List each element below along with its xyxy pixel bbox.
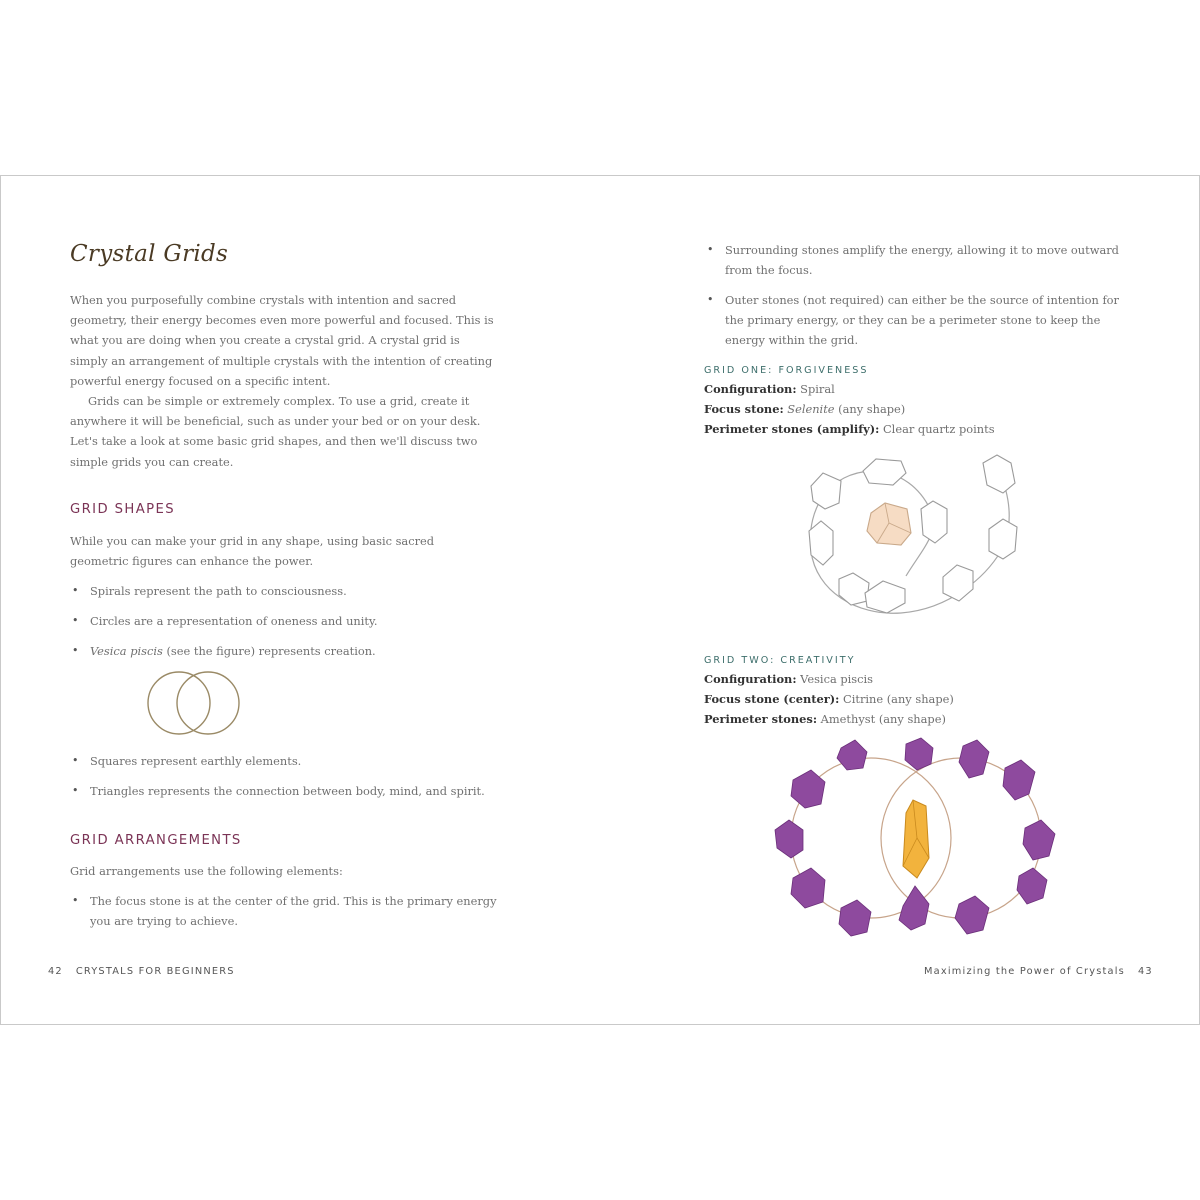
spiral-grid-diagram — [801, 451, 1031, 633]
bullet-dot: • — [72, 784, 79, 797]
grid-arrangements-intro: Grid arrangements use the following elements: — [70, 864, 343, 878]
grid-one-configuration: Configuration: Spiral — [704, 382, 835, 396]
amethyst-stone — [791, 868, 825, 908]
intro-paragraph — [70, 290, 498, 472]
amethyst-stone — [1017, 868, 1047, 904]
grid-shapes-intro: While you can make your grid in any shape, using basic sacred geometric figures can enhance the power. — [70, 534, 435, 569]
bullet-spirals: • Spirals represent the path to consciousness. — [90, 581, 490, 601]
amethyst-stone — [899, 886, 929, 930]
page-number-left: 42 — [48, 966, 63, 977]
bullet-dot: • — [72, 584, 79, 597]
quartz-stone — [983, 455, 1015, 493]
left-page — [1, 176, 601, 1024]
grid-one-perimeter-stones: Perimeter stones (amplify): Clear quartz points — [704, 422, 995, 436]
amethyst-stone — [837, 740, 867, 770]
quartz-stone — [811, 473, 841, 509]
grid-shapes-heading: GRID SHAPES — [70, 502, 175, 517]
left-footer — [48, 966, 235, 977]
quartz-stone — [943, 565, 973, 601]
bullet-circles: • Circles are a representation of oneness and unity. — [90, 611, 490, 631]
citrine-focus-stone — [903, 800, 929, 878]
bullet-dot: • — [72, 754, 79, 767]
bullet-triangles: • Triangles represents the connection between body, mind, and spirit. — [90, 781, 510, 801]
amethyst-stone — [955, 896, 989, 934]
bullet-surrounding-stones: • Surrounding stones amplify the energy, allowing it to move outward from the focus. — [725, 240, 1135, 280]
grid-arrangements-heading: GRID ARRANGEMENTS — [70, 833, 242, 848]
quartz-stone — [921, 501, 947, 543]
quartz-stone — [863, 459, 906, 485]
bullet-dot: • — [707, 243, 714, 256]
amethyst-stone — [1023, 820, 1055, 860]
bullet-squares: • Squares represent earthly elements. — [90, 751, 490, 771]
amethyst-stone — [775, 820, 803, 858]
book-title: CRYSTALS FOR BEGINNERS — [75, 966, 235, 977]
amethyst-stone — [1003, 760, 1035, 800]
vesica-grid-diagram — [771, 738, 1061, 944]
chapter-title: Maximizing the Power of Crystals — [924, 966, 1125, 977]
grid-two-label: GRID TWO: CREATIVITY — [704, 655, 856, 666]
bullet-dot: • — [72, 614, 79, 627]
bullet-outer-stones: • Outer stones (not required) can either be the source of intention for the primary energy, or they can be a perimeter stone to keep the energy within the grid. — [725, 290, 1135, 351]
amethyst-stone — [905, 738, 933, 770]
amethyst-stone — [959, 740, 989, 778]
bullet-dot: • — [707, 293, 714, 306]
grid-one-label: GRID ONE: FORGIVENESS — [704, 365, 869, 376]
page-title: Crystal Grids — [70, 241, 229, 267]
bullet-vesica: • Vesica piscis (see the figure) represents creation. — [90, 641, 490, 661]
quartz-stone — [865, 581, 905, 613]
vesica-piscis-figure — [141, 668, 251, 740]
right-page — [601, 176, 1199, 1024]
intro-text-2: Grids can be simple or extremely complex. To use a grid, create it anywhere it will be beneficial, such as under your bed or on your desk. Let's take a look at some basic grid shapes, and then we'll discuss two simple grids you can create. — [70, 394, 481, 469]
quartz-stone — [989, 519, 1017, 559]
grid-one-focus-stone: Focus stone: Selenite (any shape) — [704, 402, 906, 416]
page-number-right: 43 — [1137, 966, 1153, 977]
intro-text-1: When you purposefully combine crystals with intention and sacred geometry, their energy becomes even more powerful and focused. This is what you are doing when you create a crystal grid. A crystal grid is simply an arrangement of multiple crystals with the intention of creating powerful energy focused on a specific intent. — [70, 293, 494, 388]
book-spread — [0, 175, 1200, 1025]
vesica-term: Vesica piscis — [90, 644, 163, 658]
right-footer — [924, 966, 1153, 977]
amethyst-stone — [839, 900, 871, 936]
bullet-focus-stone: • The focus stone is at the center of the grid. This is the primary energy you are trying to achieve. — [90, 891, 502, 931]
bullet-dot: • — [72, 894, 79, 907]
grid-two-configuration: Configuration: Vesica piscis — [704, 672, 874, 686]
selenite-focus-stone — [867, 503, 911, 545]
bullet-dot: • — [72, 644, 79, 657]
grid-two-focus-stone: Focus stone (center): Citrine (any shape) — [704, 692, 954, 706]
grid-two-perimeter-stones: Perimeter stones: Amethyst (any shape) — [704, 712, 946, 726]
